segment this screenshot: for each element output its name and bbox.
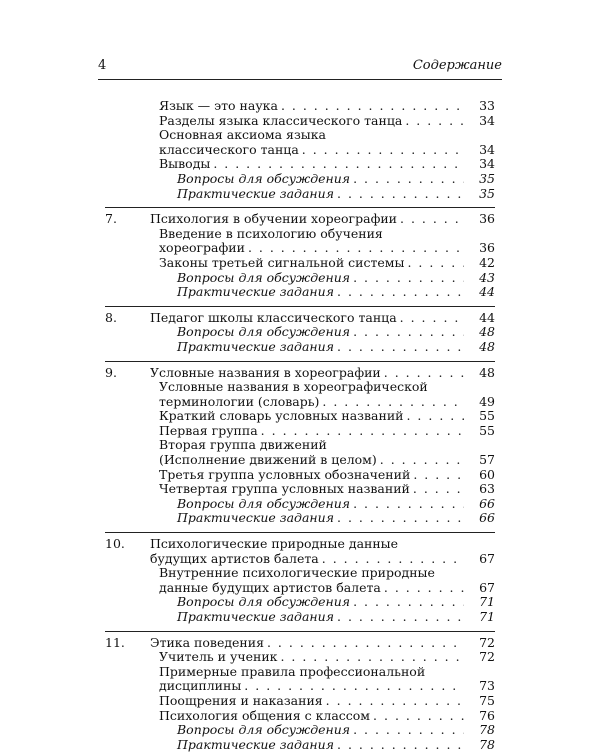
toc-entry-title: Поощрения и наказания	[159, 692, 323, 708]
toc-page-number: 48	[479, 364, 495, 380]
dot-leader	[322, 552, 464, 567]
toc-page-number: 35	[479, 185, 495, 201]
toc-page-number: 55	[479, 408, 495, 424]
toc-entry-title: Педагог школы классического танца	[150, 309, 397, 325]
toc-page-number: 75	[479, 692, 495, 708]
toc-entry-title: Законы третьей сигнальной системы	[159, 254, 405, 270]
toc-page-number: 63	[479, 481, 495, 497]
toc-entry[interactable]	[105, 566, 495, 595]
toc-entry-title: (Исполнение движений в целом)	[159, 452, 377, 468]
dot-leader	[280, 650, 464, 665]
toc-page-number: 48	[479, 338, 495, 354]
toc-entry-title: Вопросы для обсуждения	[177, 722, 351, 738]
toc-entry-title: Психология в обучении хореографии	[150, 211, 398, 227]
toc-entry-title: Условные названия в хореографической	[159, 379, 428, 395]
dot-leader	[384, 581, 464, 596]
toc-entry-title: Вопросы для обсуждения	[177, 495, 351, 511]
toc-page-number: 48	[479, 324, 495, 340]
toc-entry[interactable]	[105, 694, 495, 709]
dot-leader	[353, 325, 464, 340]
toc-entry-title: Разделы языка классического танца	[159, 112, 403, 128]
chapter-divider	[105, 532, 495, 533]
toc-entry-title: Язык — это наука	[159, 98, 278, 113]
dot-leader	[261, 424, 464, 439]
dot-leader	[413, 482, 464, 497]
dot-leader	[400, 212, 464, 227]
dot-leader	[281, 99, 464, 114]
chapter-number: 9.	[105, 364, 117, 380]
toc-entry-title: Практические задания	[177, 736, 334, 752]
chapter-number: 7.	[105, 211, 117, 227]
toc-entry-title: Внутренние психологические природные	[159, 565, 435, 581]
toc-entry[interactable]	[105, 340, 495, 355]
toc-page-number: 55	[479, 422, 495, 438]
table-of-contents	[105, 99, 495, 752]
toc-chapter[interactable]	[105, 212, 495, 227]
toc-page-number: 34	[479, 156, 495, 172]
toc-entry-title: Вопросы для обсуждения	[177, 324, 351, 340]
chapter-number: 11.	[105, 634, 125, 650]
toc-entry[interactable]	[105, 99, 495, 114]
toc-page-number: 66	[479, 495, 495, 511]
toc-page-number: 71	[479, 609, 495, 624]
toc-entry[interactable]	[105, 665, 495, 694]
toc-page-number: 42	[479, 254, 495, 270]
dot-leader	[337, 340, 464, 355]
toc-entry[interactable]	[105, 595, 495, 610]
toc-entry-title: Вторая группа движений	[159, 437, 327, 453]
toc-page-number: 36	[479, 211, 495, 227]
toc-page-number: 35	[479, 170, 495, 186]
dot-leader	[406, 409, 464, 424]
toc-page-number: 67	[479, 550, 495, 566]
dot-leader	[353, 172, 464, 187]
toc-entry[interactable]	[105, 650, 495, 665]
toc-entry-title: Третья группа условных обозначений	[159, 466, 411, 482]
toc-entry-title: Этика поведения	[150, 634, 264, 650]
toc-entry[interactable]	[105, 380, 495, 409]
header-rule	[98, 79, 502, 80]
toc-entry-title: Практические задания	[177, 338, 334, 354]
toc-entry[interactable]	[105, 114, 495, 129]
toc-entry[interactable]	[105, 409, 495, 424]
toc-entry-title: Практические задания	[177, 609, 334, 624]
dot-leader	[405, 114, 464, 129]
dot-leader	[407, 256, 464, 271]
dot-leader	[353, 271, 464, 286]
toc-entry-title: Основная аксиома языка	[159, 127, 326, 143]
dot-leader	[337, 187, 464, 202]
dot-leader	[326, 694, 464, 709]
toc-page-number: 49	[479, 393, 495, 409]
toc-entry-title: Практические задания	[177, 284, 334, 300]
toc-entry[interactable]	[105, 511, 495, 526]
toc-chapter[interactable]	[105, 366, 495, 381]
toc-entry-title: Примерные правила профессиональной	[159, 663, 426, 679]
toc-page-number: 33	[479, 98, 495, 113]
toc-entry[interactable]	[105, 723, 495, 738]
chapter-divider	[105, 631, 495, 632]
toc-entry-title: данные будущих артистов балета	[159, 579, 381, 595]
toc-entry[interactable]	[105, 271, 495, 286]
chapter-number: 10.	[105, 536, 125, 552]
dot-leader	[213, 157, 464, 172]
toc-page-number: 44	[479, 309, 495, 325]
toc-entry-title: Вопросы для обсуждения	[177, 170, 351, 186]
toc-entry[interactable]	[105, 424, 495, 439]
dot-leader	[267, 636, 464, 651]
toc-entry-title: Четвертая группа условных названий	[159, 481, 410, 497]
toc-entry-title: терминологии (словарь)	[159, 393, 320, 409]
dot-leader	[322, 395, 464, 410]
toc-entry-title: Первая группа	[159, 422, 258, 438]
dot-leader	[413, 468, 464, 483]
toc-chapter[interactable]	[105, 311, 495, 326]
dot-leader	[380, 453, 464, 468]
toc-entry[interactable]	[105, 128, 495, 157]
toc-entry[interactable]	[105, 709, 495, 724]
toc-entry-title: Учитель и ученик	[159, 649, 278, 665]
toc-entry[interactable]	[105, 157, 495, 172]
toc-page-number: 67	[479, 579, 495, 595]
dot-leader	[353, 595, 464, 610]
chapter-number: 8.	[105, 309, 117, 325]
dot-leader	[373, 709, 464, 724]
dot-leader	[244, 679, 464, 694]
toc-entry-title: классического танца	[159, 141, 299, 157]
toc-entry[interactable]	[105, 285, 495, 300]
dot-leader	[353, 497, 464, 512]
toc-entry-title: Психологические природные данные	[150, 536, 399, 552]
toc-entry-title: Условные названия в хореографии	[150, 364, 381, 380]
chapter-divider	[105, 306, 495, 307]
toc-chapter[interactable]	[105, 537, 495, 566]
toc-entry[interactable]	[105, 497, 495, 512]
toc-entry-title: дисциплины	[159, 678, 242, 694]
toc-entry[interactable]	[105, 172, 495, 187]
toc-entry-title: Выводы	[159, 156, 211, 172]
chapter-divider	[105, 207, 495, 208]
toc-entry-title: хореографии	[159, 240, 245, 256]
dot-leader	[384, 366, 464, 381]
toc-page-number: 71	[479, 594, 495, 610]
toc-entry[interactable]	[105, 482, 495, 497]
toc-entry-title: Введение в психологию обучения	[159, 225, 383, 241]
toc-entry[interactable]	[105, 610, 495, 625]
page-number: 4	[98, 58, 107, 73]
toc-page-number: 72	[479, 649, 495, 665]
running-title: Содержание	[412, 58, 502, 73]
toc-entry[interactable]	[105, 187, 495, 202]
toc-page-number: 78	[479, 722, 495, 738]
toc-entry[interactable]	[105, 227, 495, 256]
dot-leader	[400, 311, 464, 326]
toc-entry-title: Психология общения с классом	[159, 707, 371, 723]
dot-leader	[337, 285, 464, 300]
toc-entry[interactable]	[105, 468, 495, 483]
toc-entry[interactable]	[105, 438, 495, 467]
toc-page-number: 72	[479, 634, 495, 650]
toc-page-number: 34	[479, 141, 495, 157]
toc-page-number: 73	[479, 678, 495, 694]
toc-entry[interactable]	[105, 325, 495, 340]
toc-page-number: 76	[479, 707, 495, 723]
toc-page-number: 44	[479, 284, 495, 300]
dot-leader	[248, 241, 464, 256]
dot-leader	[353, 723, 464, 738]
toc-page-number: 60	[479, 466, 495, 482]
toc-entry-title: Практические задания	[177, 510, 334, 526]
toc-entry-title: Вопросы для обсуждения	[177, 594, 351, 610]
toc-page-number: 57	[479, 452, 495, 468]
toc-entry-title: Вопросы для обсуждения	[177, 269, 351, 285]
dot-leader	[337, 610, 464, 625]
toc-page-number: 36	[479, 240, 495, 256]
toc-entry-title: Краткий словарь условных названий	[159, 408, 404, 424]
toc-entry-title: Практические задания	[177, 185, 334, 201]
toc-page-number: 66	[479, 510, 495, 526]
toc-page-number: 34	[479, 112, 495, 128]
toc-page-number: 43	[479, 269, 495, 285]
chapter-divider	[105, 361, 495, 362]
dot-leader	[302, 143, 464, 158]
dot-leader	[337, 511, 464, 526]
toc-page-number: 78	[479, 736, 495, 752]
toc-entry-title: будущих артистов балета	[150, 550, 319, 566]
toc-chapter[interactable]	[105, 636, 495, 651]
toc-entry[interactable]	[105, 256, 495, 271]
